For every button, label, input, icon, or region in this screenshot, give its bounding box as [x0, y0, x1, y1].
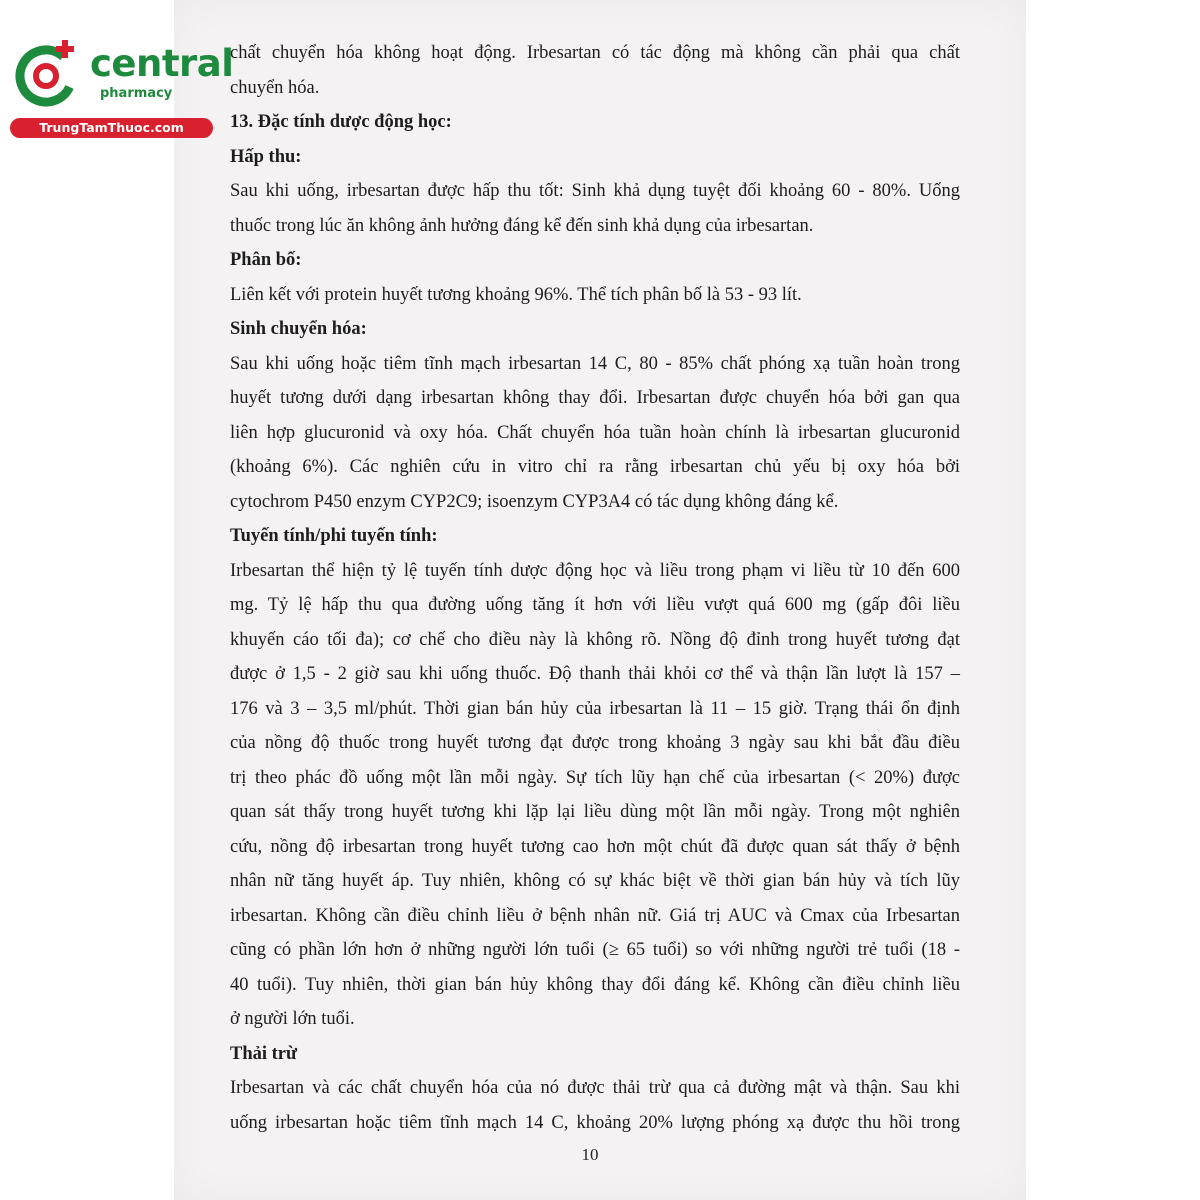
body-line: nhân nữ tăng huyết áp. Tuy nhiên, không có sự khác biệt về thời gian bán hủy và tích lũy [230, 871, 960, 891]
pharmacy-logo-icon [12, 38, 82, 108]
body-line: (khoảng 6%). Các nghiên cứu in vitro chỉ ra rằng irbesartan chủ yếu bị oxy hóa bởi [230, 457, 960, 477]
body-line: quan sát thấy trong huyết tương khi lặp lại liều dùng một lần mỗi ngày. Trong một nghiên [230, 802, 960, 822]
body-line: cytochrom P450 enzym CYP2C9; isoenzym CYP3A4 có tác dụng không đáng kể. [230, 491, 839, 512]
body-line: khuyến cáo tối đa); cơ chế cho điều này là không rõ. Nồng độ đỉnh trong huyết tương đạt [230, 629, 960, 650]
body-line: Liên kết với protein huyết tương khoảng 96%. Thể tích phân bố là 53 - 93 lít. [230, 284, 802, 305]
body-line: mg. Tỷ lệ hấp thu qua đường uống tăng ít hơn với liều vượt quá 600 mg (gấp đôi liều [230, 595, 960, 615]
body-line: được ở 1,5 - 2 giờ sau khi uống thuốc. Độ thanh thải khỏi cơ thể và thận lần lượt là 157 – [230, 664, 960, 684]
logo-brand-name: central [90, 42, 234, 85]
body-line: Sau khi uống, irbesartan được hấp thu tốt: Sinh khả dụng tuyệt đối khoảng 60 - 80%. Uống [230, 181, 960, 201]
body-line: 176 và 3 – 3,5 ml/phút. Thời gian bán hủy của irbesartan là 11 – 15 giờ. Trạng thái ổn định [230, 698, 960, 719]
body-line: huyết tương dưới dạng irbesartan không thay đổi. Irbesartan được chuyển hóa bởi gan qua [230, 388, 960, 408]
body-line: 40 tuổi). Tuy nhiên, thời gian bán hủy không thay đổi đáng kể. Không cần điều chỉnh liều [230, 974, 960, 995]
body-line: chất chuyển hóa không hoạt động. Irbesartan có tác động mà không cần phải qua chất [230, 43, 960, 63]
body-line: chuyển hóa. [230, 77, 320, 98]
document-body [230, 36, 960, 1140]
body-line: trị theo phác đồ uống một lần mỗi ngày. Sự tích lũy hạn chế của irbesartan (< 20%) được [230, 767, 960, 788]
central-pharmacy-logo [10, 38, 234, 138]
subsection-heading: Sinh chuyển hóa: [230, 319, 367, 339]
body-line: Sau khi uống hoặc tiêm tĩnh mạch irbesartan 14 C, 80 - 85% chất phóng xạ tuần hoàn trong [230, 353, 960, 374]
subsection-heading: Tuyến tính/phi tuyến tính: [230, 526, 438, 546]
section-heading: 13. Đặc tính dược động học: [230, 112, 452, 132]
body-line: cứu, nồng độ irbesartan trong huyết tương cao hơn một chút đã được quan sát thấy ở bệnh [230, 836, 960, 857]
body-line: cũng có phần lớn hơn ở những người lớn tuổi (≥ 65 tuổi) so với những người trẻ tuổi (18 - [230, 940, 960, 960]
body-line: của nồng độ thuốc trong huyết tương đạt được trong khoảng 3 ngày sau khi bắt đầu điều [230, 733, 960, 753]
body-line: irbesartan. Không cần điều chỉnh liều ở bệnh nhân nữ. Giá trị AUC và Cmax của Irbesartan [230, 905, 960, 926]
subsection-heading: Phân bố: [230, 250, 302, 270]
body-line: Irbesartan thể hiện tỷ lệ tuyến tính dược động học và liều trong phạm vi liều từ 10 đến 600 [230, 560, 960, 581]
logo-website: TrungTamThuoc.com [10, 118, 213, 138]
body-line: liên hợp glucuronid và oxy hóa. Chất chuyển hóa tuần hoàn chính là irbesartan glucuronid [230, 422, 960, 443]
logo-subtitle: pharmacy [100, 86, 173, 101]
subsection-heading: Hấp thu: [230, 146, 302, 167]
body-line: Irbesartan và các chất chuyển hóa của nó được thải trừ qua cả đường mật và thận. Sau khi [230, 1078, 960, 1098]
subsection-heading: Thải trừ [230, 1043, 298, 1064]
body-line: ở người lớn tuổi. [230, 1009, 355, 1029]
body-line: uống irbesartan hoặc tiêm tĩnh mạch 14 C, khoảng 20% lượng phóng xạ được thu hồi trong [230, 1112, 960, 1133]
body-line: thuốc trong lúc ăn không ảnh hưởng đáng kể đến sinh khả dụng của irbesartan. [230, 215, 814, 236]
page-number: 10 [581, 1145, 599, 1164]
